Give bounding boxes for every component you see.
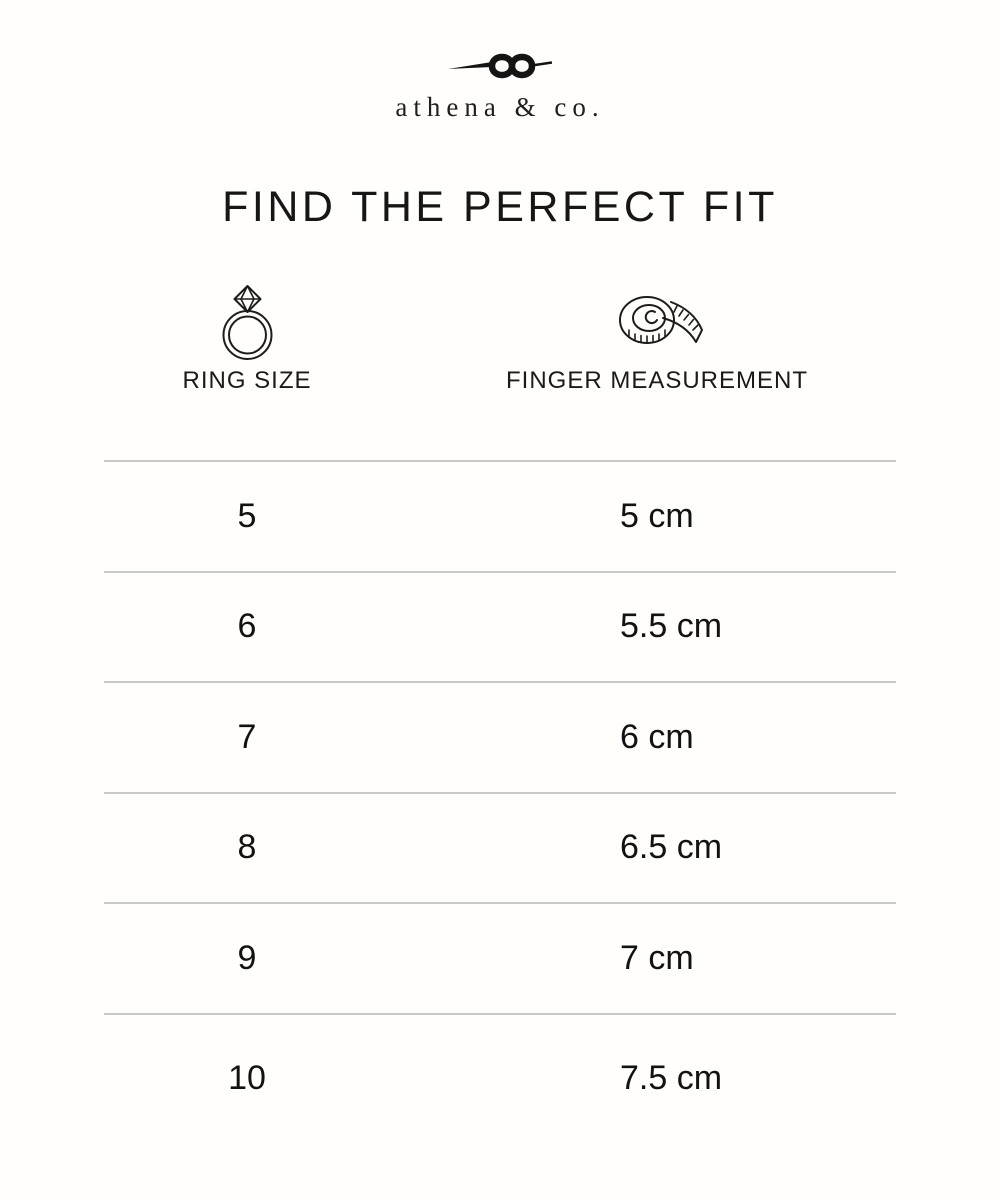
- table-row: [104, 460, 896, 571]
- table-row: [104, 681, 896, 792]
- ring-size-value: 6: [237, 607, 257, 646]
- finger-measurement-value: 7 cm: [620, 938, 694, 977]
- finger-measurement-value: 5 cm: [620, 496, 694, 535]
- column-headers: [0, 286, 1000, 460]
- ring-size-value: 7: [237, 717, 257, 756]
- diamond-ring-icon: [214, 283, 280, 361]
- finger-measurement-label: FINGER MEASUREMENT: [505, 367, 809, 394]
- size-table: [104, 460, 896, 1143]
- finger-measurement-column-header: [506, 286, 808, 394]
- ring-size-column-header: [182, 286, 311, 394]
- brand-wordmark: athena & co.: [395, 92, 605, 122]
- ring-size-value: 5: [237, 496, 257, 535]
- brand-logo: [0, 0, 1000, 123]
- ring-size-value: 8: [237, 828, 257, 867]
- measuring-tape-icon: [609, 290, 705, 354]
- finger-measurement-value: 6 cm: [620, 717, 694, 756]
- finger-measurement-value: 6.5 cm: [620, 828, 723, 867]
- finger-measurement-value: 7.5 cm: [620, 1059, 723, 1097]
- table-row: [104, 1013, 896, 1143]
- page-title: FIND THE PERFECT FIT: [222, 183, 778, 231]
- table-row: [104, 571, 896, 682]
- infinity-knot-icon: [448, 46, 552, 86]
- ring-size-value: 10: [228, 1059, 266, 1097]
- ring-size-value: 9: [237, 938, 257, 977]
- ring-size-label: RING SIZE: [182, 367, 312, 394]
- table-row: [104, 902, 896, 1013]
- finger-measurement-value: 5.5 cm: [620, 607, 723, 646]
- table-row: [104, 792, 896, 903]
